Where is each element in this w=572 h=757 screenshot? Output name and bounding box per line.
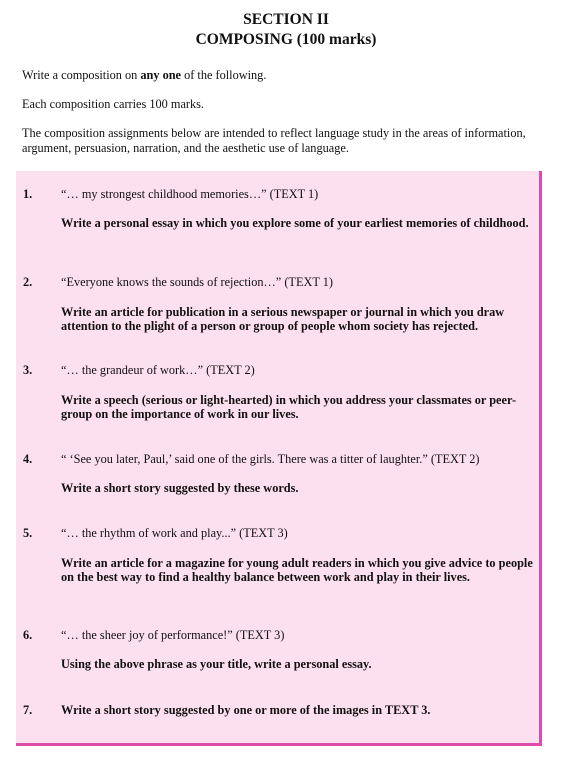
item-quote: “… the grandeur of work…” (TEXT 2) [61,363,255,377]
item-number: 3. [23,363,33,377]
instruction-text: Write a composition on [22,68,141,82]
section-heading: SECTION II [243,11,329,28]
composition-panel [16,171,542,746]
instruction-emphasis: any one [140,68,182,82]
item-task: Write a personal essay in which you explore some of your earliest memories of childhood. [61,216,529,230]
item-quote: “… my strongest childhood memories…” (TEXT 1) [61,187,319,201]
item-quote: “… the rhythm of work and play...” (TEXT 3) [61,526,288,540]
item-number: 2. [23,275,33,289]
item-quote: “ ‘See you later, Paul,’ said one of the girls. There was a titter of laughter.” (TEXT 2) [61,452,480,466]
instruction-text-end: of the following. [181,68,267,82]
item-task: Write a short story suggested by one or more of the images in TEXT 3. [61,703,431,717]
item-number: 6. [23,628,33,642]
item-task: Write an article for a magazine for young adult readers in which you give advice to people on the best way to find a healthy balance between work and play in their lives. [61,556,533,584]
marks-note: Each composition carries 100 marks. [22,97,205,111]
item-task: Write a speech (serious or light-hearted) in which you address your classmates or peer-group on the importance of work in our lives. [61,393,517,421]
page-header [0,10,572,50]
item-task: Using the above phrase as your title, write a personal essay. [61,657,372,671]
item-number: 4. [23,452,33,466]
section-title: COMPOSING (100 marks) [195,31,377,48]
item-quote: “Everyone knows the sounds of rejection…” (TEXT 1) [61,275,333,289]
item-number: 5. [23,526,33,540]
instruction-line [22,68,552,83]
item-number: 1. [23,187,33,201]
item-number: 7. [23,703,33,717]
assignment-note: The composition assignments below are intended to reflect language study in the areas of information, argument, persuasion, narration, and the aesthetic use of language. [22,126,526,155]
item-task: Write a short story suggested by these words. [61,481,299,495]
item-task: Write an article for publication in a serious newspaper or journal in which you draw attention to the plight of a person or group of people whom society has rejected. [61,305,505,333]
item-quote: “… the sheer joy of performance!” (TEXT 3) [61,628,285,642]
